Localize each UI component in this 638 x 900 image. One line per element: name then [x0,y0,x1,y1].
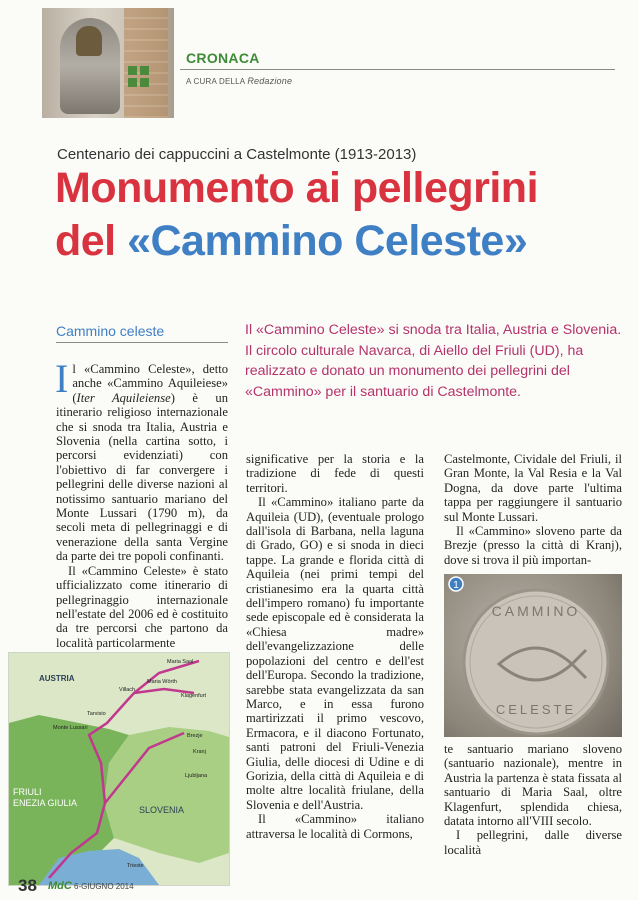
tile [140,66,149,75]
brick-wall [124,8,168,118]
header-photo [42,8,174,118]
paragraph: Il «Cammino» italiano attraversa le località di Cormons, [246,812,424,841]
tile [128,78,137,87]
curated-by [186,76,292,86]
subheading-rule [56,342,228,343]
map-label-venezia-giulia: ENEZIA GIULIA [13,798,78,808]
engraving-bottom: CELESTE [495,702,577,717]
engraved-stone-svg [444,574,622,737]
tile [140,78,149,87]
statue-niche [76,26,102,56]
map-label-trieste: Trieste [127,863,144,869]
map-label-tarvisio: Tarvisio [87,711,106,717]
section-label: CRONACA [186,50,260,66]
kicker: Centenario dei cappuccini a Castelmonte (1913-2013) [57,146,417,163]
magazine-logo: MdC [48,880,72,892]
map-svg [9,653,229,885]
map-label-friuli: FRIULI [13,787,42,797]
title-highlight: «Cammino Celeste» [127,217,528,265]
map-label-maria-saal: Maria Saal [167,659,194,665]
map-label-maria-worth: Maria Wörth [147,679,177,685]
photo-badge-number: 1 [453,580,459,591]
paragraph: Il «Cammino Celeste» è stato ufficializzato come itinerario di pellegrinaggio internazionale nell'estate del 2006 ed è costituito da tre percorsi che partono da località particolarmente [56,563,228,650]
page-number: 38 [18,876,37,895]
section-rule [180,69,615,70]
map-label-klagenfurt: Klagenfurt [181,693,207,699]
paragraph: I pellegrini, dalle diverse località [444,828,622,857]
paragraph: Il «Cammino» sloveno parte da Brezje (presso la città di Kranj), dove si trova il più importan- [444,524,622,567]
issue-date: 6-GIUGNO 2014 [74,882,134,891]
column-3-bottom [444,742,622,857]
paragraph: significative per la storia e la tradizione di fede di questi territori. [246,452,424,495]
map-label-kranj: Kranj [193,749,206,755]
paragraph: Castelmonte, Cividale del Friuli, il Gran Monte, la Val Resia e la Val Dogna, da dove parte l'ultima tappa per raggiungere il santuario sul Monte Lussari. [444,452,622,524]
map-label-ljubljana: Ljubljana [185,773,208,779]
engraving-top: CAMMINO [491,603,581,619]
map-label-slovenia: SLOVENIA [139,805,185,815]
paragraph: Il «Cammino» italiano parte da Aquileia (UD), (eventuale prologo dall'isola di Barbana, nella laguna di Grado, GO) e si snoda in dieci tappe. La grande e florida città di Aquileia (nei primi tempi del cristianesimo era la quarta città dell'impero romano) fu importante sede episcopale ed è considerata la «Chiesa madre» dell'evangelizzazione delle popolazioni del centro e dell'est dell'Europa. Secondo la tradizione, sarebbe stata evangelizzata da san Marco, e in essa furono martirizzati il primo vescovo, Ermacora, e il diacono Fortunato, santi patroni del Friuli-Venezia Giulia, delle diocesi di Udine e di Gorizia, della città di Aquileia e di molte altre località friulane, della Slovenia e dell'Austria. [246,495,424,812]
column-2 [246,452,424,841]
subheading: Cammino celeste [56,323,165,339]
text-run: ) è un itinerario religioso internazionale che si snoda tra Italia, Austria e Slovenia (nella cartina sotto, i percorsi evidenziati) con l'obiettivo di far convergere i pellegrini delle diverse nazioni al notissimo santuario mariano del Monte Lussari (1790 m), da secoli meta di pellegrinaggi e di venerazione della santa Vergine da parte dei tre popoli confinanti. [56,390,228,564]
map-label-monte-lussari: Monte Lussari [53,725,88,731]
column-3-top [444,452,622,567]
column-1 [55,356,228,650]
paragraph: te santuario mariano sloveno (santuario nazionale), mentre in Austria la partenza è stata fissata al santuario di Maria Saal, oltre Klagenfurt, splendida chiesa, datata intorno all'VIII secolo. [444,742,622,829]
curated-prefix: A CURA DELLA [186,77,245,86]
route-map [8,652,230,886]
map-label-villach: Villach [119,687,136,693]
italic-run: Iter Aquileiense [76,390,171,405]
tile [128,66,137,75]
article-title-line-2 [55,217,527,266]
monument-photo [444,574,622,737]
curated-name: Redazione [247,76,293,86]
map-label-brezje: Brezje [187,733,203,739]
map-label-austria: AUSTRIA [39,674,75,683]
article-title-line-1: Monumento ai pellegrini [55,164,539,212]
text-run: l «Cammino Celeste», detto anche «Cammino Aquileiese» ( [72,362,228,405]
drop-cap: I [55,356,69,401]
standfirst: Il «Cammino Celeste» si snoda tra Italia, Austria e Slovenia. Il circolo culturale Navarca, di Aiello del Friuli (UD), ha realizzato e donato un monumento dei pellegrini del «Cammino» per il santuario di Castelmonte. [245,322,622,400]
paragraph [55,356,228,564]
title-prefix: del [55,217,128,265]
